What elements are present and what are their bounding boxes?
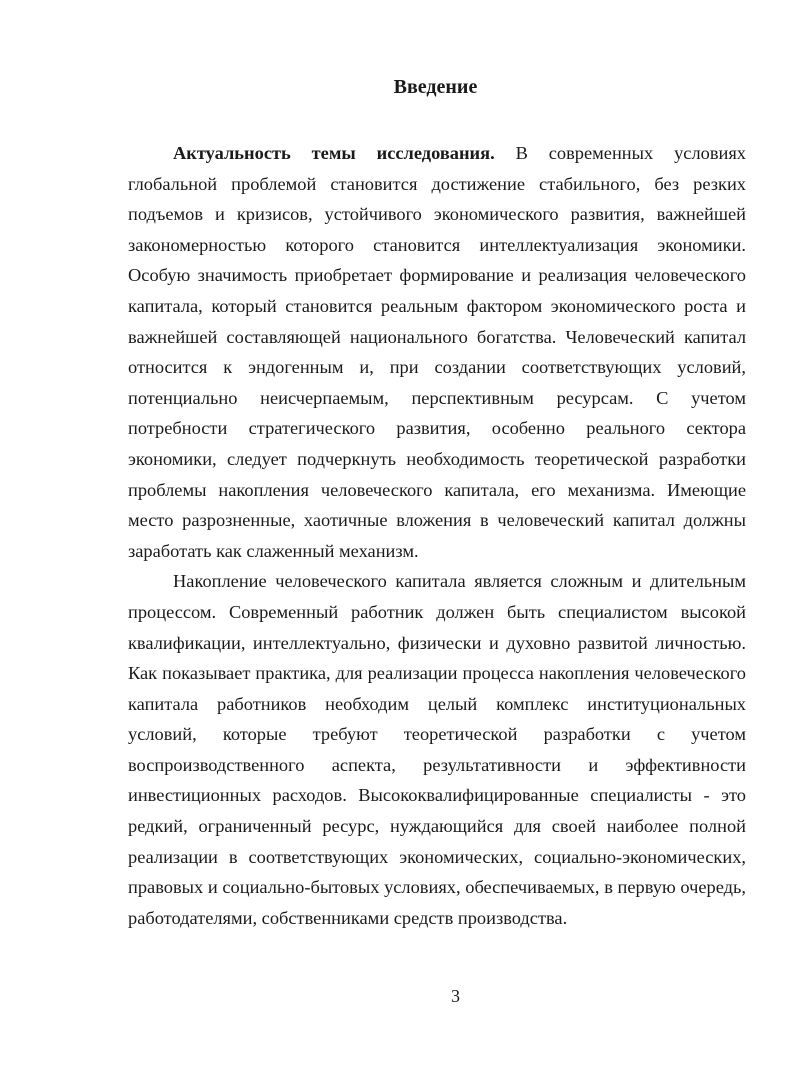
paragraph-lead: Актуальность темы исследования.: [173, 143, 495, 163]
paragraph-relevance-text: В современных условиях глобальной проблемой становится достижение стабильного, без резких подъемов и кризисов, устойчивого экономического развития, важнейшей закономерностью которого становится интеллектуализация экономики. Особую значимость приобретает формирование и реализация человеческого капитала, который становится реальным фактором экономического роста и важнейшей составляющей национального богатства. Человеческий капитал относится к эндогенным и, при создании соответствующих условий, потенциально неисчерпаемым, перспективным ресурсам. С учетом потребности стратегического развития, особенно реального сектора экономики, следует подчеркнуть необходимость теоретической разработки проблемы накопления человеческого капитала, его механизма. Имеющие место разрозненные, хаотичные вложения в человеческий капитал должны заработать как слаженный механизм.: [128, 143, 747, 561]
page-number: 3: [451, 986, 460, 1006]
page-number-container: [0, 986, 791, 1007]
paragraph-accumulation: Накопление человеческого капитала является сложным и длительным процессом. Современный работник должен быть специалистом высокой квалификации, интеллектуально, физически и духовно развитой личностью. Как показывает практика, для реализации процесса накопления человеческого капитала работников необходим целый комплекс институциональных условий, которые требуют теоретической разработки с учетом воспроизводственного аспекта, результативности и эффективности инвестиционных расходов. Высококвалифицированные специалисты - это редкий, ограниченный ресурс, нуждающийся для своей наиболее полной реализации в соответствующих экономических, социально-экономических, правовых и социально-бытовых условиях, обеспечиваемых, в первую очередь, работодателями, собственниками средств производства.: [128, 571, 746, 928]
paragraph-relevance: [128, 138, 746, 566]
title-container: [0, 76, 791, 99]
page-title: Введение: [393, 76, 478, 98]
body-text: [128, 138, 746, 933]
